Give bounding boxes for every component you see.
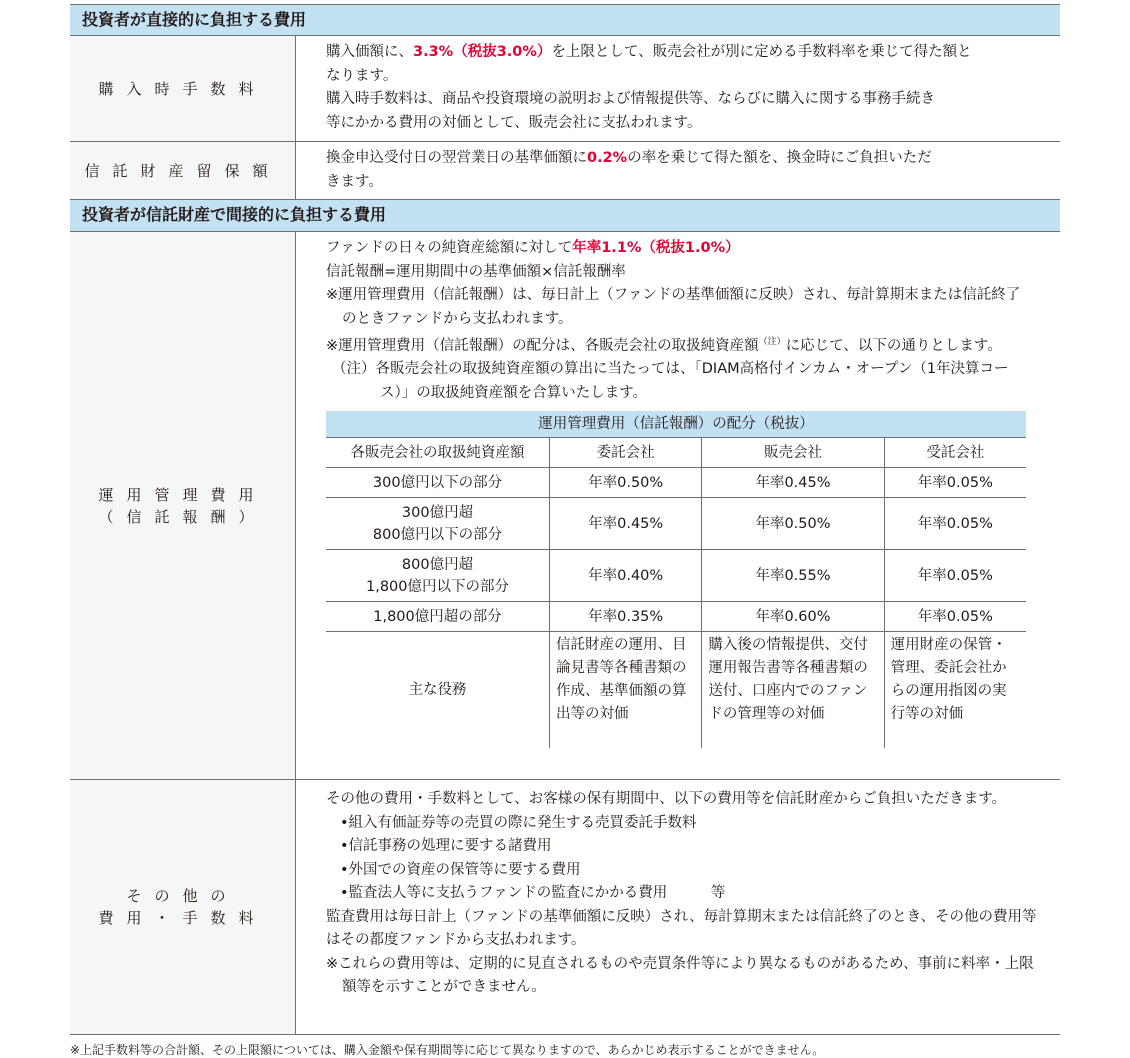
- fee-table-cell: 年率0.35%: [550, 602, 702, 632]
- other-fees-content: その他の費用・手数料として、お客様の保有期間中、以下の費用等を信託財産からご負担いただきます。 •組入有価証券等の売買の際に発生する売買委託手数料 •信託事務の処理に要する諸費用 •外国での資産の保管等に要する費用 •監査法人等に支払うファンドの監査にかかる費用 等 監査費用は毎日計上（ファンドの基準価額に反映）され、毎計算期末または信託終了のとき、その他の費用等はその都度ファンドから支払われます。 ※これらの費用等は、定期的に見直されるものや売買条件等により異なるものがあるため、事前に料率・上限額等を示すことができません。: [296, 780, 1060, 1034]
- fee-table-cell: 年率0.45%: [550, 498, 702, 550]
- retention-content: 換金申込受付日の翌営業日の基準価額に0.2%の率を乗じて得た額を、換金時にご負担いただ きます。: [326, 150, 932, 190]
- fee-table-cell: 年率0.45%: [702, 468, 884, 498]
- section-indirect-costs-header: 投資者が信託財産で間接的に負担する費用: [70, 200, 1060, 232]
- fee-table-role: 信託財産の運用、目論見書等各種書類の作成、基準価額の算出等の対価: [550, 632, 702, 748]
- purchase-fee-content: 購入価額に、3.3%（税抜3.0%）を上限として、販売会社が別に定める手数料率を乗じて得た額と なります。 購入時手数料は、商品や投資環境の説明および情報提供等、ならびに購入に関する事務手続き 等にかかる費用の対価として、販売会社に支払われます。: [326, 44, 972, 131]
- management-fee-label: 運用管理費用 （信託報酬）: [70, 232, 296, 779]
- fee-table-cell: 年率0.05%: [884, 602, 1026, 632]
- fee-allocation-table: [326, 411, 1026, 748]
- fee-table-cell: 300億円以下の部分: [326, 468, 550, 498]
- retention-row: [70, 142, 1060, 200]
- other-fee-item: •信託事務の処理に要する諸費用: [340, 838, 552, 854]
- footnote: ※上記手数料等の合計額、その上限額については、購入金額や保有期間等に応じて異なりますので、あらかじめ表示することができません。: [70, 1043, 825, 1057]
- other-fee-item: •外国での資産の保管等に要する費用: [340, 861, 581, 878]
- retention-label: 信託財産留保額: [70, 142, 296, 199]
- fee-table-title: 運用管理費用（信託報酬）の配分（税抜）: [326, 411, 1026, 438]
- fee-document: [70, 4, 1060, 1058]
- retention-rate: 0.2%: [587, 150, 628, 166]
- fee-table-cell: 年率0.50%: [550, 468, 702, 498]
- management-fee-content: ファンドの日々の純資産総額に対して年率1.1%（税抜1.0%） 信託報酬=運用期間中の基準価額×信託報酬率 ※運用管理費用（信託報酬）は、毎日計上（ファンドの基準価額に反映）され、毎計算期末または信託終了のときファンドから支払われます。 ※運用管理費用（信託報酬）の配分は、各販売会社の取扱純資産額$^{(注)}$に応じて、以下の通りとします。 （注）各販売会社の取扱純資産額の算出に当たっては、「DIAM高格付インカム・オープン（1年決算コース）」の取扱純資産額を合算いたします。 運用管理費用（信託報酬）の配分（税抜） 各販売会社の取扱純資産額 委託会社 販売会社 受託会社 300億円以下の部分 年率0.50% 年率0.45% 年率0.05% 300億円超 800億円以下の部分 年率0.45% 年率0.50% 年率0.05% 800億円超 1,800億円以下の部分 年率0.40% 年率0.55% 年率0.05% 1,800億円超の部分 年率0.35% 年率0.60% 年率0.05% 主な役務 信託財産の運用、目論見書等各種書類の作成、基準価額の算出等の対価 購入後の情報提供、交付運用報告書等各種書類の送付、口座内でのファンドの管理等の対価 運用財産の保管・管理、委託会社からの運用指図の実行等の対価: [296, 232, 1060, 779]
- fee-table-cell: 800億円超 1,800億円以下の部分: [326, 550, 550, 602]
- fee-table-cell: 年率0.60%: [702, 602, 884, 632]
- other-fees-label: その他の 費用・手数料: [70, 780, 296, 1034]
- fee-table-header: 各販売会社の取扱純資産額: [326, 438, 550, 468]
- purchase-fee-label: 購入時手数料: [70, 36, 296, 141]
- other-fee-item: •組入有価証券等の売買の際に発生する売買委託手数料: [340, 814, 697, 831]
- fee-table-cell: 年率0.40%: [550, 550, 702, 602]
- fee-table-cell: 1,800億円超の部分: [326, 602, 550, 632]
- other-fees-row: [70, 780, 1060, 1035]
- fee-table-cell: 年率0.50%: [702, 498, 884, 550]
- fee-table-role-label: 主な役務: [326, 632, 550, 748]
- fee-table-header: 受託会社: [884, 438, 1026, 468]
- fee-table-cell: 年率0.05%: [884, 550, 1026, 602]
- fee-table-cell: 年率0.05%: [884, 468, 1026, 498]
- purchase-fee-rate: 3.3%（税抜3.0%）: [413, 44, 552, 60]
- fee-table-role: 運用財産の保管・管理、委託会社からの運用指図の実行等の対価: [884, 632, 1026, 748]
- fee-table-role: 購入後の情報提供、交付運用報告書等各種書類の送付、口座内でのファンドの管理等の対価: [702, 632, 884, 748]
- fee-table-cell: 年率0.55%: [702, 550, 884, 602]
- section-direct-costs-header: 投資者が直接的に負担する費用: [70, 4, 1060, 36]
- fee-table-cell: 年率0.05%: [884, 498, 1026, 550]
- purchase-fee-row: [70, 36, 1060, 142]
- management-fee-row: [70, 232, 1060, 780]
- fee-table-header: 委託会社: [550, 438, 702, 468]
- other-fee-item: •監査法人等に支払うファンドの監査にかかる費用 等: [340, 885, 726, 901]
- fee-table-header: 販売会社: [702, 438, 884, 468]
- management-fee-rate: 年率1.1%（税抜1.0%）: [572, 240, 740, 256]
- fee-table-cell: 300億円超 800億円以下の部分: [326, 498, 550, 550]
